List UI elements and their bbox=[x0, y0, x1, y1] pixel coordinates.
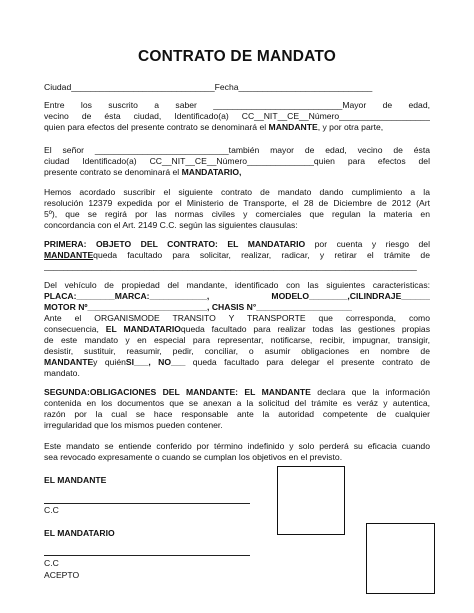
vehiculo-line-8-text: y quién bbox=[93, 357, 126, 367]
segunda-heading: SEGUNDA:OBLIGACIONES DEL MANDANTE: EL MANDANTE bbox=[44, 387, 311, 397]
vehiculo-line-8 bbox=[44, 357, 430, 368]
intro-line-1: Entre los suscrito a saber ___________________________Mayor de edad, bbox=[44, 100, 430, 110]
vehiculo-line-4: Ante el ORGANISMODE TRANSITO Y TRANSPORTE que corresponda, como bbox=[44, 313, 430, 323]
acordado-line-2: resolución 12379 expedida por el Ministerio de Transporte, el 28 de Diciembre de 2012 (Art bbox=[44, 198, 430, 208]
vehiculo-line-7: desistir, sustituir, reasumir, pedir, conciliar, o asumir obligaciones en nombre de bbox=[44, 346, 430, 356]
intro-line-3-end: , y por otra parte, bbox=[317, 122, 384, 132]
segunda-line-1-text: declara que la información bbox=[310, 387, 430, 397]
mandatario-term: MANDATARIO, bbox=[181, 167, 242, 177]
mandante-signature-label-text: EL MANDANTE bbox=[44, 475, 107, 485]
vehiculo-line-5-text: consecuencia, bbox=[44, 324, 106, 334]
primera-line-1 bbox=[44, 239, 430, 250]
vehiculo-line-5 bbox=[44, 324, 430, 335]
senor-line-1: El señor ____________________________también mayor de edad, vecino de ésta bbox=[44, 145, 430, 155]
mandatario-fingerprint-box bbox=[366, 523, 435, 594]
mandante-cc: C.C bbox=[44, 505, 59, 515]
senor-line-3 bbox=[44, 167, 430, 178]
vehiculo-line-9: mandato. bbox=[44, 368, 80, 378]
intro-line-2: vecino de ésta ciudad, Identificado(a) CC__NIT__CE__Número___________________ bbox=[44, 111, 430, 121]
placa-marca-modelo-fields: PLACA:________MARCA:____________, MODELO________,CILINDRAJE______ bbox=[44, 291, 430, 301]
motor-chasis-fields: MOTOR Nº_________________________, CHASIS N°____________________ bbox=[44, 302, 352, 312]
vehiculo-line-8-end: queda facultado para delegar el presente contrato de bbox=[185, 357, 430, 367]
segunda-line-4: irregularidad que los mismos pueden contener. bbox=[44, 420, 223, 430]
mandatario-cc: C.C bbox=[44, 558, 59, 568]
si-no-options: SI___, NO___ bbox=[125, 357, 186, 367]
acordado-line-3: 5º), que se regirá por las normas civiles y comerciales que regulan la materia en bbox=[44, 209, 430, 219]
mandante-signature-line[interactable] bbox=[44, 503, 250, 504]
primera-line-2 bbox=[44, 250, 430, 261]
vehiculo-line-5-end: queda facultado para realizar todas las gestiones propias bbox=[180, 324, 430, 334]
senor-line-2: ciudad Identificado(a) CC__NIT__CE__Número______________quien para efectos del bbox=[44, 156, 430, 166]
mandante-signature-label bbox=[44, 475, 430, 486]
segunda-line-3: razón por la cual se hace responsable ante la autoridad competente de cualquier bbox=[44, 409, 430, 419]
primera-blank-line: ______________________________________________________________________________ bbox=[44, 261, 417, 271]
vigencia-line-2: sea revocado expresamente o cuando se cumplan los objetivos en el previsto. bbox=[44, 452, 343, 462]
mandatario-term-2: EL MANDATARIO bbox=[105, 324, 181, 334]
mandatario-signature-line[interactable] bbox=[44, 555, 250, 556]
city-date-line: Ciudad______________________________Fecha____________________________ bbox=[44, 82, 373, 92]
segunda-line-1 bbox=[44, 387, 430, 398]
vehiculo-line-6: de este mandato y en especial para representar, notificarse, recibir, impugnar, transigir, bbox=[44, 335, 430, 345]
vigencia-line-1: Este mandato se entiende conferido por término indefinido y solo perderá su eficacia cuando bbox=[44, 441, 430, 451]
vehiculo-line-2 bbox=[44, 291, 430, 302]
mandante-term: MANDANTE bbox=[268, 122, 318, 132]
primera-line-1-text: por cuenta y riesgo del bbox=[305, 239, 430, 249]
primera-line-2-text: queda facultado para solicitar, realizar, radicar, y retirar el trámite de bbox=[93, 250, 430, 260]
mandante-fingerprint-box bbox=[277, 466, 345, 535]
acordado-line-1: Hemos acordado suscribir el siguiente contrato de mandato dando cumplimiento a la bbox=[44, 187, 430, 197]
vehiculo-line-3 bbox=[44, 302, 430, 313]
acordado-line-4: concordancia con el Art. 2149 C.C. según las siguientes clausulas: bbox=[44, 220, 298, 230]
intro-line-3 bbox=[44, 122, 430, 133]
mandante-term-3: MANDANTE bbox=[44, 357, 94, 367]
acepto-label: ACEPTO bbox=[44, 570, 80, 580]
mandatario-signature-label-text: EL MANDATARIO bbox=[44, 528, 115, 538]
segunda-line-2: contenida en los documentos que se anexan a la solicitud del trámite es veráz y autentica, bbox=[44, 398, 430, 408]
primera-heading: PRIMERA: OBJETO DEL CONTRATO: EL MANDATARIO bbox=[44, 239, 306, 249]
vehiculo-line-1: Del vehículo de propiedad del mandante, identificado con las siguientes caracteristicas: bbox=[44, 280, 430, 290]
document-title: CONTRATO DE MANDATO bbox=[137, 48, 337, 65]
intro-line-3-text: quien para efectos del presente contrato se denominará el bbox=[44, 122, 269, 132]
mandante-term-2: MANDANTE bbox=[44, 250, 94, 260]
senor-line-3-text: presente contrato se denominará el bbox=[44, 167, 182, 177]
